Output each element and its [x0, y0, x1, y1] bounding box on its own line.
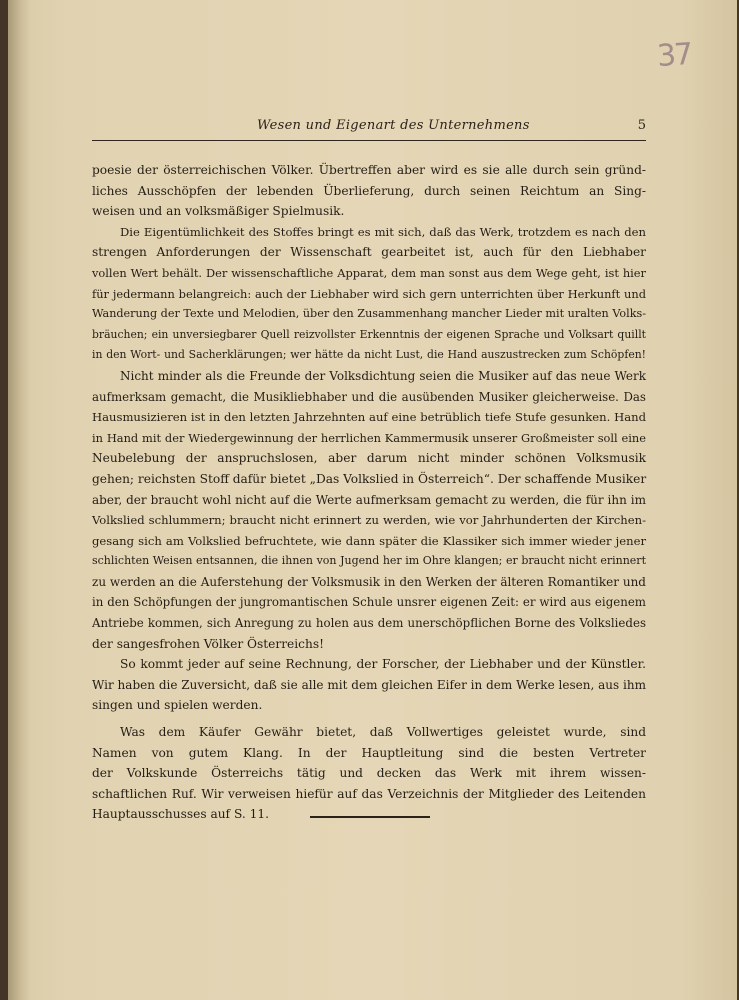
text-line: bräuchen; ein unversiegbarer Quell reizvollster Erkenntnis der eigenen Sprache und Volksart quillt [92, 327, 646, 341]
text-line: Neubelebung der anspruchslosen, aber darum nicht minder schönen Volksmusik [92, 451, 646, 466]
paragraph [92, 654, 646, 716]
text-line: Was dem Käufer Gewähr bietet, daß Vollwertiges geleistet wurde, sind [120, 725, 646, 740]
page-number: 5 [637, 118, 646, 133]
text-line: Wanderung der Texte und Melodien, über den Zusammenhang mancher Lieder mit uralten Volks- [92, 307, 646, 321]
text-line: So kommt jeder auf seine Rechnung, der Forscher, der Liebhaber und der Künstler. [120, 657, 646, 672]
paragraph [92, 160, 646, 222]
text-line: Namen von gutem Klang. In der Hauptleitung sind die besten Vertreter [92, 745, 646, 760]
text-line: vollen Wert behält. Der wissenschaftliche Apparat, dem man sonst aus dem Wege geht, ist hier [92, 265, 646, 280]
text-line: Wir haben die Zuversicht, daß sie alle mit dem gleichen Eifer in dem Werke lesen, aus ihm [92, 677, 646, 692]
running-head [92, 118, 646, 141]
text-line: in Hand mit der Wiedergewinnung der herrlichen Kammermusik unserer Großmeister soll eine [92, 430, 646, 445]
text-line: weisen und an volksmäßiger Spielmusik. [92, 204, 345, 219]
paragraph [92, 366, 646, 654]
paragraph [92, 222, 646, 366]
closing-rule [310, 816, 430, 818]
paragraph [92, 722, 646, 825]
text-line: singen und spielen werden. [92, 698, 263, 713]
text-line: gesang sich am Volkslied befruchtete, wie dann später die Klassiker sich immer wieder jener [92, 533, 646, 548]
body-text [92, 160, 646, 825]
text-line: strengen Anforderungen der Wissenschaft gearbeitet ist, auch für den Liebhaber [92, 245, 646, 260]
text-line: schaftlichen Ruf. Wir verweisen hiefür auf das Verzeichnis der Mitglieder des Leitenden [92, 786, 646, 801]
running-title: Wesen und Eigenart des Unternehmens [257, 118, 530, 133]
text-line: zu werden an die Auferstehung der Volksmusik in den Werken der älteren Romantiker und [92, 574, 646, 589]
text-line: in den Wort- und Sacherklärungen; wer hätte da nicht Lust, die Hand auszustrecken zum Schöpfen! [92, 348, 646, 362]
text-line: schlichten Weisen entsannen, die ihnen von Jugend her im Ohre klangen; er braucht nicht erinnert [92, 554, 646, 568]
text-line: Nicht minder als die Freunde der Volksdichtung seien die Musiker auf das neue Werk [120, 368, 646, 383]
handwritten-page-number: 37 [655, 36, 693, 75]
text-line: liches Ausschöpfen der lebenden Überlieferung, durch seinen Reichtum an Sing- [92, 183, 646, 198]
text-line: aber, der braucht wohl nicht auf die Werte aufmerksam gemacht zu werden, die für ihn im [92, 492, 646, 507]
text-line: Hauptausschusses auf S. 11. [92, 807, 269, 822]
text-line: Volkslied schlummern; braucht nicht erinnert zu werden, wie vor Jahrhunderten der Kirchen- [92, 513, 646, 528]
text-line: für jedermann belangreich: auch der Liebhaber wird sich gern unterrichten über Herkunft und [92, 286, 646, 301]
text-line: gehen; reichsten Stoff dafür bietet „Das Volkslied in Österreich“. Der schaffende Musiker [92, 471, 647, 486]
text-line: Die Eigentümlichkeit des Stoffes bringt es mit sich, daß das Werk, trotzdem es nach den [120, 224, 646, 239]
text-line: Hausmusizieren ist in den letzten Jahrzehnten auf eine betrüblich tiefe Stufe gesunken. Hand [92, 410, 646, 425]
text-line: der sangesfrohen Völker Österreichs! [92, 636, 324, 651]
text-line: in den Schöpfungen der jungromantischen Schule unsrer eigenen Zeit: er wird aus eigenem [92, 595, 646, 610]
text-line: aufmerksam gemacht, die Musikliebhaber und die ausübenden Musiker gleicherweise. Das [92, 389, 646, 404]
binding-fold-shadow [8, 0, 30, 1000]
text-line: der Volkskunde Österreichs tätig und decken das Werk mit ihrem wissen- [92, 766, 646, 781]
text-line: Antriebe kommen, sich Anregung zu holen aus dem unerschöpflichen Borne des Volksliedes [92, 616, 646, 631]
text-line: poesie der österreichischen Völker. Übertreffen aber wird es sie alle durch sein gründ- [92, 163, 646, 177]
